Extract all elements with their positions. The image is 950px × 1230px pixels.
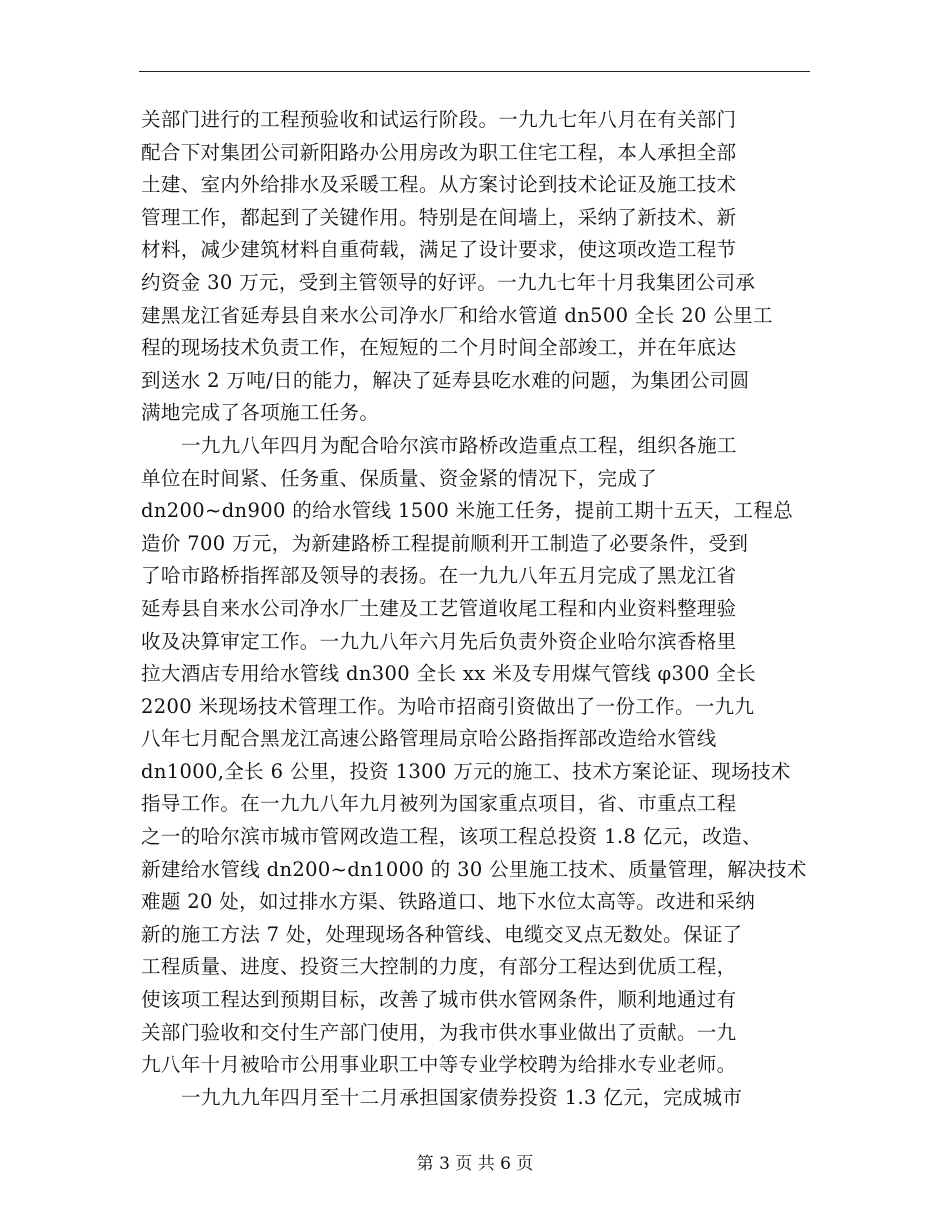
text-line: 造价 700 万元，为新建路桥工程提前顺利开工制造了必要条件，受到 — [141, 531, 749, 555]
text-line: 约资金 30 万元，受到主管领导的好评。一九九七年十月我集团公司承 — [141, 270, 756, 294]
text-line: 新建给水管线 dn200~dn1000 的 30 公里施工技术、质量管理，解决技术 — [141, 857, 807, 881]
text-line: 指导工作。在一九九八年九月被列为国家重点项目，省、市重点工程 — [141, 792, 737, 816]
text-line: 土建、室内外给排水及采暖工程。从方案讨论到技术论证及施工技术 — [141, 173, 737, 197]
text-line: 之一的哈尔滨市城市管网改造工程，该项工程总投资 1.8 亿元，改造、 — [141, 825, 762, 849]
text-line: 收及决算审定工作。一九九八年六月先后负责外资企业哈尔滨香格里 — [141, 629, 737, 653]
text-line: 关部门验收和交付生产部门使用，为我市供水事业做出了贡献。一九 — [141, 1020, 737, 1044]
text-line: 满地完成了各项施工任务。 — [141, 401, 380, 425]
paragraph — [141, 430, 821, 1082]
text-line: 工程质量、进度、投资三大控制的力度，有部分工程达到优质工程， — [141, 955, 737, 979]
text-line: dn200~dn900 的给水管线 1500 米施工任务，提前工期十五天，工程总 — [141, 499, 794, 523]
text-line: 使该项工程达到预期目标，改善了城市供水管网条件，顺利地通过有 — [141, 988, 737, 1012]
text-line: 建黑龙江省延寿县自来水公司净水厂和给水管道 dn500 全长 20 公里工 — [141, 303, 773, 327]
text-line: 延寿县自来水公司净水厂土建及工艺管道收尾工程和内业资料整理验 — [141, 596, 737, 620]
text-line: 程的现场技术负责工作，在短短的二个月时间全部竣工，并在年底达 — [141, 336, 737, 360]
text-line: 难题 20 处，如过排水方渠、铁路道口、地下水位太高等。改进和采纳 — [141, 890, 756, 914]
text-line: 了哈市路桥指挥部及领导的表扬。在一九九八年五月完成了黑龙江省 — [141, 564, 737, 588]
text-line: 拉大酒店专用给水管线 dn300 全长 xx 米及专用煤气管线 φ300 全长 — [141, 662, 756, 686]
paragraph — [141, 1082, 821, 1115]
text-line: 九八年十月被哈市公用事业职工中等专业学校聘为给排水专业老师。 — [141, 1053, 737, 1077]
text-line: 一九九九年四月至十二月承担国家债券投资 1.3 亿元，完成城市 — [181, 1085, 743, 1109]
text-line: 一九九八年四月为配合哈尔滨市路桥改造重点工程，组织各施工 — [181, 433, 737, 457]
text-line: 新的施工方法 7 处，处理现场各种管线、电缆交叉点无数处。保证了 — [141, 922, 743, 946]
text-line: 单位在时间紧、任务重、保质量、资金紧的情况下，完成了 — [141, 466, 658, 490]
text-line: 八年七月配合黑龙江高速公路管理局京哈公路指挥部改造给水管线 — [141, 727, 717, 751]
text-line: 管理工作，都起到了关键作用。特别是在间墙上，采纳了新技术、新 — [141, 205, 737, 229]
paragraph — [141, 104, 821, 430]
text-line: 到送水 2 万吨/日的能力，解决了延寿县吃水难的问题，为集团公司圆 — [141, 368, 750, 392]
page-footer: 第 3 页 共 6 页 — [416, 1154, 534, 1174]
text-line: 材料，减少建筑材料自重荷载，满足了设计要求，使这项改造工程节 — [141, 238, 737, 262]
text-line: 配合下对集团公司新阳路办公用房改为职工住宅工程，本人承担全部 — [141, 140, 737, 164]
body-text — [141, 104, 821, 1114]
text-line: 2200 米现场技术管理工作。为哈市招商引资做出了一份工作。一九九 — [141, 694, 755, 718]
text-line: dn1000,全长 6 公里，投资 1300 万元的施工、技术方案论证、现场技术 — [141, 759, 791, 783]
text-line: 关部门进行的工程预验收和试运行阶段。一九九七年八月在有关部门 — [141, 108, 737, 131]
header-rule — [139, 71, 810, 72]
